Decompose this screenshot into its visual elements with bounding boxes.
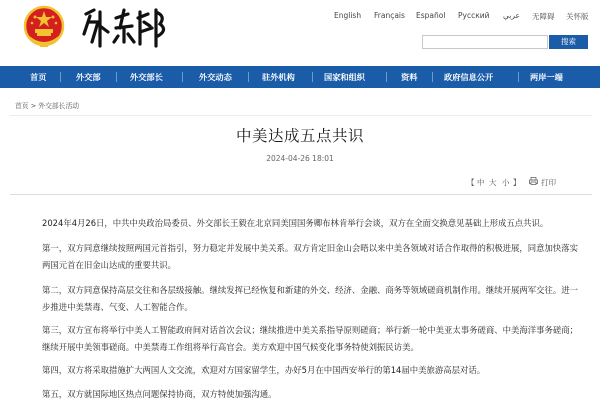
lang-spanish-link[interactable]: Español: [416, 11, 446, 20]
elderly-mode-link[interactable]: 关怀版: [566, 12, 589, 21]
nav-item-missions[interactable]: 驻外机构: [262, 72, 295, 82]
accessibility-link[interactable]: 无障碍: [532, 12, 555, 21]
article-paragraph: 第五，双方就国际地区热点问题保持协商，双方特使加强沟通。: [42, 389, 277, 399]
font-size-large-button[interactable]: 大: [489, 178, 497, 187]
article-paragraph: 第一，双方同意继续按照两国元首指引，努力稳定并发展中美关系。双方肯定旧金山会晤以来中美各领域对话合作取得的积极进展，同意加快落实两国元首在旧金山达成的重要共识。: [42, 243, 578, 270]
nav-item-gov-info[interactable]: 政府信息公开: [444, 72, 494, 82]
bracket-close: 】: [513, 178, 521, 187]
lang-arabic-link[interactable]: عربي: [503, 11, 520, 20]
search-button[interactable]: 搜索: [549, 35, 588, 49]
main-nav: [0, 66, 600, 88]
print-icon[interactable]: [529, 177, 538, 185]
lang-french-link[interactable]: Français: [374, 11, 405, 20]
article-paragraph: 第四，双方将采取措施扩大两国人文交流，欢迎对方国家留学生，办好5月在中国西安举行的第14届中美旅游高层对话。: [42, 365, 486, 375]
site-header: [0, 0, 600, 66]
nav-item-home[interactable]: 首页: [30, 72, 47, 82]
nav-divider: [248, 72, 249, 82]
lang-russian-link[interactable]: Русский: [458, 11, 490, 20]
breadcrumb-separator: >: [30, 102, 37, 110]
article-paragraph: 2024年4月26日，中共中央政治局委员、外交部长王毅在北京同美国国务卿布林肯举行会谈，双方在全面交换意见基础上形成五点共识。: [42, 218, 549, 228]
breadcrumb: [15, 100, 79, 110]
article-paragraph: 第二，双方同意保持高层交往和各层级接触。继续发挥已经恢复和新建的外交、经济、金融、商务等领域磋商机制作用。继续开展两军交往。进一步推进中美禁毒、气变、人工智能合作。: [42, 285, 578, 312]
language-bar: [0, 11, 600, 23]
nav-divider: [60, 72, 61, 82]
nav-item-ministry[interactable]: 外交部: [76, 72, 101, 82]
bracket-open: 【: [467, 178, 475, 187]
article-title: 中美达成五点共识: [235, 127, 364, 145]
nav-item-countries[interactable]: 国家和组织: [324, 72, 365, 82]
nav-divider: [518, 72, 519, 82]
divider: [10, 115, 592, 116]
breadcrumb-home-link[interactable]: 首页: [15, 102, 29, 110]
search-input[interactable]: [422, 35, 548, 49]
font-size-small-button[interactable]: 小: [502, 178, 510, 187]
article-date: 2024-04-26 18:01: [266, 154, 334, 163]
nav-item-resources[interactable]: 资料: [401, 72, 418, 82]
font-size-medium-button[interactable]: 中: [477, 178, 485, 187]
nav-item-minister[interactable]: 外交部长: [130, 72, 163, 82]
breadcrumb-current-link[interactable]: 外交部长活动: [38, 102, 80, 110]
divider: [10, 194, 592, 195]
nav-item-cross-strait[interactable]: 两岸一端: [530, 72, 563, 82]
article-paragraph: 第三，双方宣布将举行中美人工智能政府间对话首次会议；继续推进中美关系指导原则磋商；举行新一轮中美亚太事务磋商、中美海洋事务磋商；继续开展中美领事磋商。中美禁毒工作组将举行高官会。美方欢迎中国气候变化事务特使刘振民访美。: [42, 325, 578, 352]
nav-divider: [312, 72, 313, 82]
nav-item-activities[interactable]: 外交动态: [199, 72, 232, 82]
nav-divider: [182, 72, 183, 82]
print-link[interactable]: 打印: [541, 178, 556, 187]
nav-divider: [386, 72, 387, 82]
nav-divider: [432, 72, 433, 82]
lang-english-link[interactable]: English: [334, 11, 362, 20]
nav-divider: [116, 72, 117, 82]
